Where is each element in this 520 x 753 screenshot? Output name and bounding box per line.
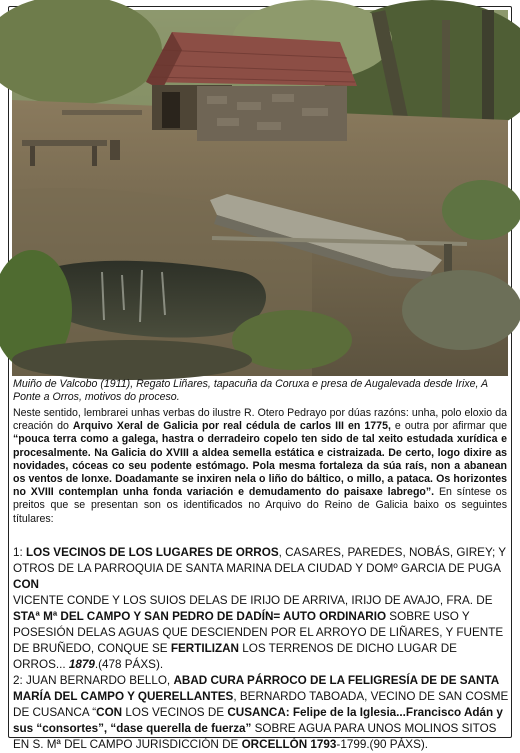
case-2-orcellon: ORCELLÓN 1793 xyxy=(241,738,337,751)
case-2-text-3: SOBRE AGUA PARA UNOS MOLINOS SITOS EN S. Mª DEL CAMPO JURISDICCIÓN DE xyxy=(13,722,497,751)
paragraph-quote: “pouca terra como a galega, hastra o derradeiro copelo ten sido de tal xeito estudada xurídica e procesalmente. Na Galicia do XVIII a aldea semella estática e cistraizada. De certo, logo dixire as novidades, cóceas co seu podente estómago. Pola mesma fortaleza da súa raís, non a abanean os ventos de lonxe. Doadamante se inxiren nela o liño do báltico, o millo, a pataca. Os horizontes no XVIII contemplan unha fonda variación e demudamento do paisaxe labrego”. xyxy=(13,433,507,499)
paragraph-bold-1: Arquivo Xeral de Galicia por real cédula de carlos III en 1775, xyxy=(72,420,391,433)
case-list xyxy=(13,545,509,753)
mill-photograph xyxy=(12,10,508,376)
case-item-1 xyxy=(13,545,509,673)
case-2-pages: -1799.(90 PÁXS). xyxy=(336,738,429,751)
paragraph-text-2: e outra por afirmar que xyxy=(390,420,507,433)
paragraph-text-1: Neste sentido, lembrarei unhas verbas do ilustre R. Otero Pedrayo por dúas razóns: unha, polo eloxio da creación do xyxy=(13,407,507,433)
case-1-text-2: VICENTE CONDE Y LOS SUIOS DELAS DE IRIJO DE ARRIVA, IRIJO DE AVAJO, FRA. DE xyxy=(13,594,493,607)
case-1-text-3: SOBRE USO Y POSESIÓN DELAS AGUAS QUE DESCIENDEN POR EL ARROYO DE LIÑARES, Y FUENTE DE BRUÑEDO, CONQUE SE xyxy=(13,610,504,655)
case-1-pages: .(478 PÁXS). xyxy=(94,658,164,671)
case-2-abad: ABAD CURA PÁRROCO DE LA FELIGRESÍA DE DE SANTA MARÍA DEL CAMPO Y QUERELLANTES xyxy=(13,674,499,703)
case-item-2 xyxy=(13,673,509,753)
case-1-parish: STAª Mª DEL CAMPO Y SAN PEDRO DE DADÍN= AUTO ORDINARIO xyxy=(13,610,387,623)
document-page xyxy=(8,6,512,751)
case-2-number: 2: JUAN BERNARDO BELLO, xyxy=(13,674,174,687)
intro-paragraph xyxy=(13,407,507,526)
case-2-text-1: , BERNARDO TABOADA, VECINO DE SAN COSME DE CUSANCA “ xyxy=(13,690,509,719)
case-1-plaintiffs: LOS VECINOS DE LOS LUGARES DE ORROS xyxy=(26,546,279,559)
case-1-con: CON xyxy=(13,578,39,591)
case-2-cusanca: CUSANCA: Felipe de la Iglesia...Francisco Adán y sus “consortes”, “dase querella de fuerza” xyxy=(13,706,503,735)
case-1-number: 1: xyxy=(13,546,26,559)
case-2-text-2: LOS VECINOS DE xyxy=(122,706,228,719)
case-1-fertilizan: FERTILIZAN xyxy=(170,642,239,655)
case-1-year: 1879 xyxy=(68,658,95,671)
case-2-con: CON xyxy=(96,706,123,719)
paragraph-text-3: En síntese os preitos que se presentan son os identificados no Arquivo do Reino de Galicia baixo os seguintes títulares: xyxy=(13,486,507,525)
case-1-text-1: , CASARES, PAREDES, NOBÁS, GIREY; Y OTROS DE LA PARROQUIA DE SANTA MARINA DELA CIUDAD Y DOMº GARCIA DE PUGA xyxy=(13,546,506,575)
photo-caption: Muiño de Valcobo (1911), Regato Liñares, tapacuña da Coruxa e presa de Augalevada desde Irixe, A Ponte a Orros, motivos do proceso. xyxy=(13,378,488,403)
case-1-text-4: LOS TERRENOS DE DICHO LUGAR DE ORROS... xyxy=(13,642,457,671)
